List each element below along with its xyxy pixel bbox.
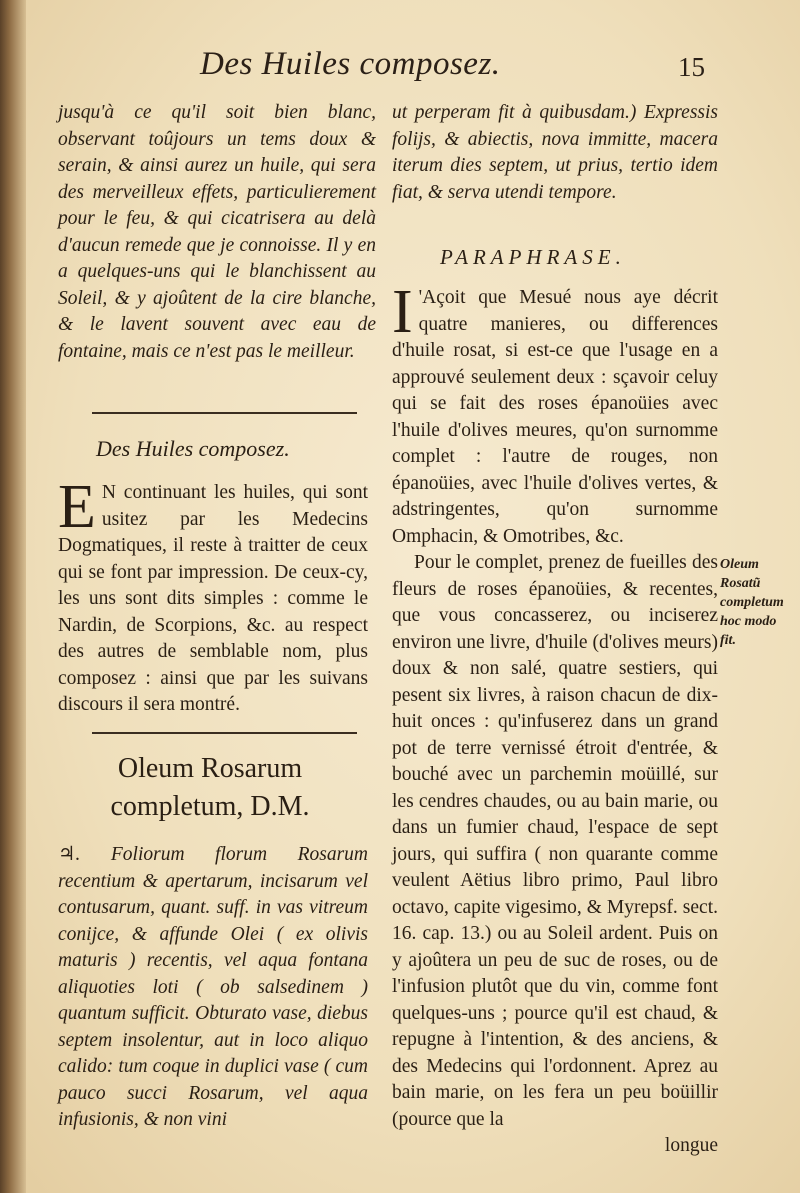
paraphrase-title: PARAPHRASE. (440, 245, 626, 269)
left-column (58, 100, 376, 365)
page-number: 15 (678, 52, 705, 82)
catchword: longue (664, 1135, 718, 1156)
binding-gutter (0, 0, 26, 1193)
section-rule (92, 412, 357, 414)
paraphrase-paragraph-1 (392, 278, 718, 550)
section-body (58, 473, 368, 719)
paraphrase-text-1: 'Açoit que Mesué nous aye décrit quatre manieres, ou differences d'huile rosat, si est-ce que l'usage en a approuvé seulement deux : sçavoir celuy qui se fait des roses épanoüies avec l'huile d'olives meures, qu'on surnomme complet : l'autre de rouges, non épanoüies, avec l'huile d'olives vertes, & adstringentes, qu'on surnomme Omphacin, & Omotribes, &c. (392, 287, 718, 547)
recipe-body (58, 842, 368, 1134)
right-top-paragraph: ut perperam fit à quibusdam.) Expressis folijs, & abiectis, nova immitte, macera iterum dies septem, ut prius, tertio idem fiat, & serva utendi tempore. (392, 102, 718, 203)
recipe-title: Oleum Rosarum completum, D.M. (110, 753, 310, 822)
section-paragraph (58, 473, 368, 719)
paraphrase-dropcap: I (392, 278, 413, 346)
running-head: Des Huiles composez. (200, 46, 501, 82)
section-dropcap: E (58, 473, 96, 541)
left-top-paragraph: jusqu'à ce qu'il soit bien blanc, observant toûjours un tems doux & serain, & ainsi aurez un huile, qui sera des merveilleux effets, particulierement pour le feu, & qui cicatrisera au delà d'aucun remede que je connoisse. Il y en a quelques-uns qui le blanchissent au Soleil, & y ajoûtent de la cire blanche, & le lavent souvent avec eau de fontaine, mais ce n'est pas le meilleur. (58, 102, 376, 362)
margin-note: Oleum Rosatũ completum hoc modo fit. (720, 557, 784, 648)
recipe-rule (92, 732, 357, 734)
recipe-paragraph: ♃. Foliorum florum Rosarum recentium & apertarum, incisarum vel contusarum, quant. suff. in vas vitreum conijce, & affunde Olei ( ex olivis maturis ) recentis, vel aqua fontana aliquoties loti ( ob salsedinem ) quantum sufficit. Obturato vase, diebus septem insolentur, aut in loco aliquo calido: tum coque in duplici vase ( cum pauco succi Rosarum, vel aqua infusionis, & non vini (58, 844, 368, 1130)
paraphrase-body (392, 278, 718, 1160)
section-title: Des Huiles composez. (96, 436, 290, 461)
paraphrase-paragraph-2: Pour le complet, prenez de fueilles des fleurs de roses épanoüies, & recentes, que vous concasserez, ou inciserez environ une livre, d'huile (d'olives meurs) doux & non salé, quatre sestiers, qui pesent six livres, à raison chacun de dix-huit onces : qu'infuserez dans un grand pot de terre vernissé étroit d'entrée, & bouché avec un parchemin moüillé, sur les cendres chaudes, ou au bain marie, ou dans un fumier chaud, l'espace de sept jours, qui suffira ( non quarante comme veulent Aëtius libro primo, Paul libro octavo, capite vigesimo, & Myrepsf. sect. 16. cap. 13.) ou au Soleil ardent. Puis on y ajoûtera un peu de suc de roses, ou de l'infusion plutôt que du vin, comme font quelques-uns ; pource qu'il est chaud, & repugne à l'intention, & des anciens, & des Medecins qui l'ordonnent. Aprez au bain marie, on les fera un peu boüillir (pource que la (392, 552, 718, 1130)
right-column (392, 100, 718, 206)
section-text: N continuant les huiles, qui sont usitez par les Medecins Dogmatiques, il reste à traitter de ceux qui se font par impression. De ceux-cy, les uns sont dits simples : comme le Nardin, de Scorpions, &c. au respect des autres de semblable nom, plus composez : ainsi que par les suivans discours il sera montré. (58, 482, 368, 715)
